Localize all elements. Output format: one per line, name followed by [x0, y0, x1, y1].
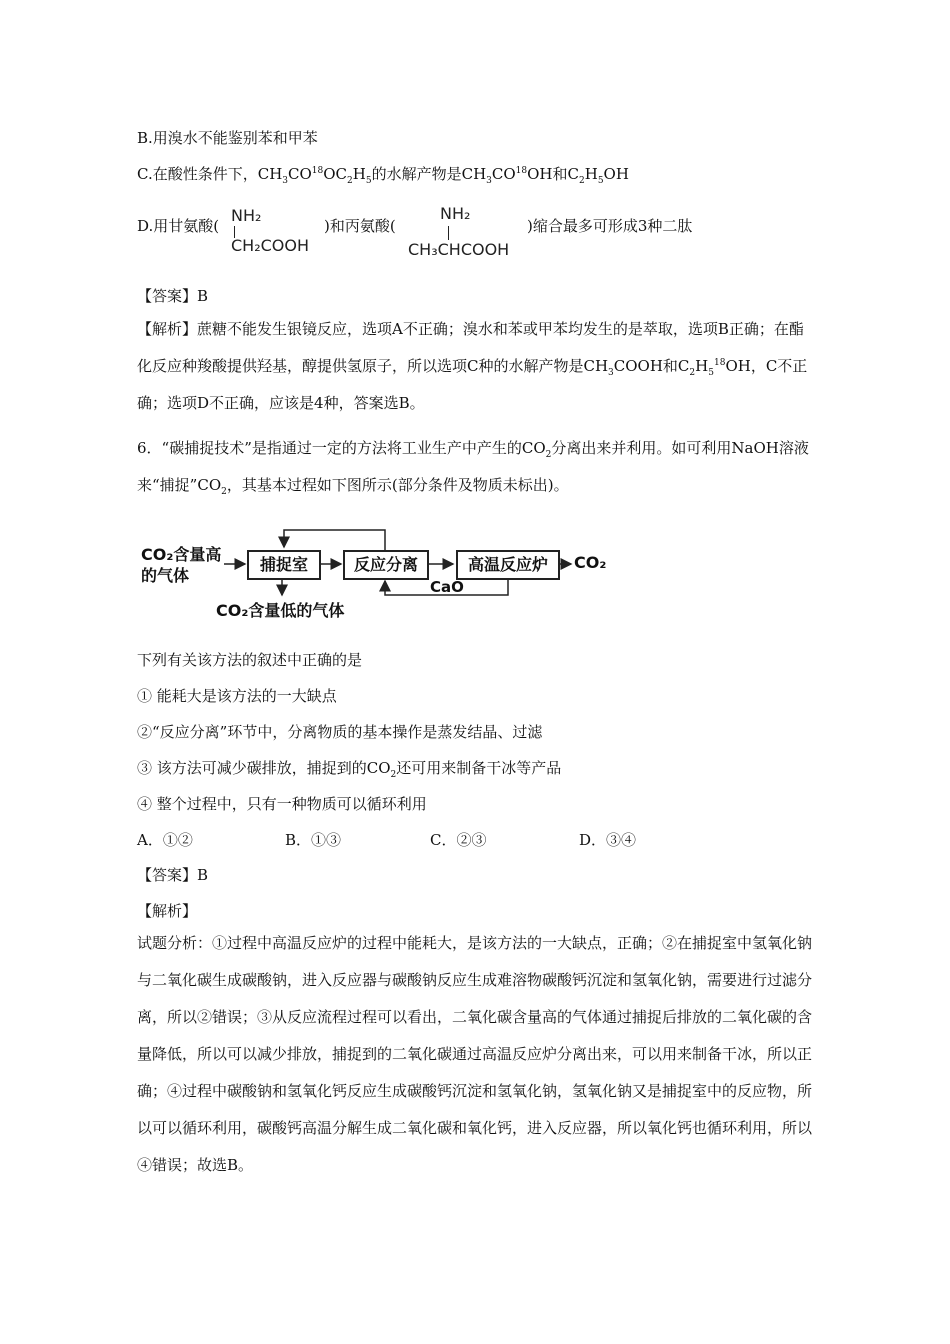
- flow-box-separation: 反应分离: [343, 550, 429, 580]
- choice-d: D．③④: [579, 831, 637, 849]
- flow-box-furnace: 高温反应炉: [456, 550, 560, 580]
- statement-2: ②“反应分离”环节中，分离物质的基本操作是蒸发结晶、过滤: [137, 723, 543, 741]
- option-d-mid: )和丙氨酸(: [324, 217, 396, 235]
- statement-1: ① 能耗大是该方法的一大缺点: [137, 687, 337, 705]
- answer-1: 【答案】B: [137, 287, 209, 305]
- explanation-1: 【解析】蔗糖不能发生银镜反应，选项A不正确；溴水和苯或甲苯均发生的是萃取，选项B正确；在酯化反应种羧酸提供羟基，醇提供氢原子，所以选项C种的水解产物是$CH_3COOH$和$C_2H_5^{18}OH$，C不正确；选项D不正确，应该是4种，答案选B。: [137, 320, 808, 412]
- choice-b: B．①③: [285, 831, 342, 849]
- statement-3: ③ 该方法可减少碳排放，捕捉到的$CO_2$还可用来制备干冰等产品: [137, 759, 562, 780]
- option-d-prefix: D.用甘氨酸(: [137, 217, 220, 235]
- option-d-suffix: )缩合最多可形成3种二肽: [527, 217, 693, 235]
- flow-box-capture: 捕捉室: [247, 550, 321, 580]
- question-stem: 下列有关该方法的叙述中正确的是: [137, 651, 363, 669]
- flow-bottom-output: CO₂含量低的气体: [216, 601, 345, 620]
- question-6: 6．“碳捕捉技术”是指通过一定的方法将工业生产中产生的$CO_2$分离出来并利用。如可利用NaOH溶液来“捕捉$”CO_2$，其基本过程如下图所示(部分条件及物质未标出)。: [137, 439, 809, 497]
- flow-output: CO₂: [574, 553, 607, 572]
- alanine-nh2: NH₂: [440, 204, 471, 223]
- glycine-nh2: NH₂: [231, 206, 262, 225]
- answer-2: 【答案】B: [137, 866, 209, 884]
- flow-recycle-label: CaO: [430, 578, 464, 596]
- flow-input-line1: CO₂含量高: [141, 545, 222, 564]
- alanine-chain: CH₃CHCOOH: [408, 240, 510, 259]
- option-b: B.用溴水不能鉴别苯和甲苯: [137, 129, 318, 147]
- flow-input-line2: 的气体: [141, 566, 190, 585]
- explanation-2: 试题分析：①过程中高温反应炉的过程中能耗大，是该方法的一大缺点，正确；②在捕捉室中氢氧化钠与二氧化碳生成碳酸钠，进入反应器与碳酸钠反应生成难溶物碳酸钙沉淀和氢氧化钠，需要进行过滤分离，所以②错误；③从反应流程过程可以看出，二氧化碳含量高的气体通过捕捉后排放的二氧化碳的含量降低，所以可以减少排放，捕捉到的二氧化碳通过高温反应炉分离出来，可以用来制备干冰，所以正确；④过程中碳酸钠和氢氧化钙反应生成碳酸钙沉淀和氢氧化钠，氢氧化钠又是捕捉室中的反应物，所以可以循环利用，碳酸钙高温分解生成二氧化碳和氧化钙，进入反应器，所以氧化钙也循环利用，所以④错误；故选B。: [137, 934, 813, 1174]
- glycine-chain: CH₂COOH: [231, 236, 310, 255]
- statement-4: ④ 整个过程中，只有一种物质可以循环利用: [137, 795, 427, 813]
- choice-a: A．①②: [137, 831, 193, 849]
- choice-c: C．②③: [430, 831, 487, 849]
- option-c: C.在酸性条件下，$CH_3CO^{18}OC_2H_5$的水解产物是$CH_3CO^{18}OH$和$C_2H_5OH$: [137, 165, 629, 186]
- explanation-2-label: 【解析】: [137, 902, 198, 920]
